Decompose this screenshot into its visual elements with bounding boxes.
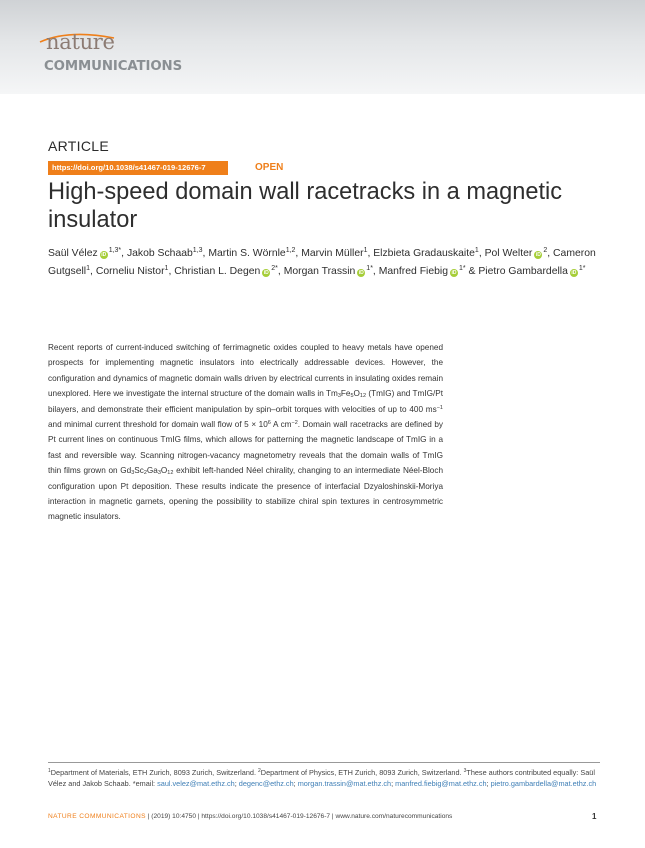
formula-subscript: 3 bbox=[131, 470, 135, 477]
author-name: Pietro Gambardella bbox=[478, 265, 568, 277]
formula-element: Ga bbox=[146, 466, 158, 476]
abstract-text: and minimal current threshold for domain wall flow of 5 × 10 bbox=[48, 420, 268, 430]
author[interactable] bbox=[96, 266, 169, 277]
orcid-icon[interactable]: iD bbox=[451, 269, 457, 276]
author-name: Corneliu Nistor bbox=[95, 265, 165, 277]
author-separator: , bbox=[547, 248, 554, 259]
page-number: 1 bbox=[592, 812, 597, 821]
formula-subscript: 12 bbox=[359, 393, 367, 400]
formula-subscript: 3 bbox=[337, 393, 341, 400]
author-separator: , bbox=[202, 248, 209, 259]
author[interactable] bbox=[208, 248, 295, 259]
author-affiliation-sup: 1 bbox=[363, 247, 368, 254]
equal-contribution-note: These authors contributed equally: Saül Vélez and Jakob Schaab. *email: bbox=[48, 768, 595, 788]
author[interactable] bbox=[174, 266, 278, 277]
author-name: Pol Welter bbox=[484, 248, 533, 259]
email-link[interactable]: degenc@ethz.ch bbox=[238, 779, 294, 788]
formula-element: O bbox=[160, 466, 168, 476]
author-separator: , bbox=[367, 248, 374, 259]
email-separator: ; bbox=[234, 779, 239, 788]
email-link[interactable]: saul.velez@mat.ethz.ch bbox=[157, 779, 235, 788]
author-affiliation-sup: 1* bbox=[459, 264, 466, 272]
article-title: High-speed domain wall racetracks in a magnetic insulator bbox=[48, 179, 563, 233]
email-link[interactable]: morgan.trassin@mat.ethz.ch bbox=[297, 779, 392, 788]
journal-logo[interactable] bbox=[44, 30, 204, 82]
author[interactable] bbox=[301, 248, 367, 259]
author[interactable] bbox=[379, 266, 466, 277]
footnote-divider bbox=[48, 762, 600, 763]
author-separator: , bbox=[478, 248, 485, 259]
affiliation-marker: 1 bbox=[48, 768, 51, 774]
author[interactable] bbox=[485, 248, 548, 259]
author-separator: , bbox=[168, 265, 175, 277]
affiliation-text: Department of Physics, ETH Zurich, 8093 Zurich, Switzerland. bbox=[260, 768, 464, 777]
footer-citation: | (2019) 10:4750 | https://doi.org/10.1038/s41467-019-12676-7 | www.nature.com/naturecommunications bbox=[145, 813, 453, 820]
abstract-text: (TmIG) and TmIG/Pt bilayers, and demonstrate their efficient manipulation by spin–orbit torques with velocities of up to 400 ms bbox=[48, 389, 443, 414]
author-name: Manfred Fiebig bbox=[378, 265, 449, 277]
orcid-icon[interactable]: iD bbox=[571, 269, 577, 276]
author-name: Elzbieta Gradauskaite bbox=[373, 248, 475, 259]
formula-subscript: 5 bbox=[350, 393, 354, 400]
author-affiliation-sup: 1,3 bbox=[192, 247, 203, 254]
email-link[interactable]: manfred.fiebig@mat.ethz.ch bbox=[395, 779, 487, 788]
formula-element: Fe bbox=[340, 389, 351, 399]
author-list bbox=[48, 245, 608, 280]
formula-element: O bbox=[353, 389, 360, 399]
logo-nature-text: nature bbox=[46, 30, 115, 54]
author-affiliation-sup: 1,3* bbox=[108, 247, 122, 254]
author-name: Martin S. Wörnle bbox=[208, 248, 286, 259]
affiliations-footnote bbox=[48, 767, 600, 789]
orcid-icon[interactable]: iD bbox=[535, 252, 541, 258]
orcid-icon[interactable]: iD bbox=[263, 269, 269, 276]
author-affiliation-sup: 1 bbox=[474, 247, 479, 254]
unit-superscript: −2 bbox=[291, 420, 298, 427]
author-affiliation-sup: 2 bbox=[543, 247, 548, 254]
email-separator: ; bbox=[391, 779, 396, 788]
author[interactable] bbox=[373, 248, 479, 259]
author-affiliation-sup: 1 bbox=[164, 264, 169, 272]
author-name: Jakob Schaab bbox=[126, 248, 193, 259]
footer-journal-name: NATURE COMMUNICATIONS bbox=[48, 813, 146, 820]
author-affiliation-sup: 1 bbox=[86, 264, 91, 272]
unit-superscript: −1 bbox=[436, 404, 443, 411]
open-access-badge: OPEN bbox=[255, 162, 284, 173]
orcid-icon[interactable]: iD bbox=[101, 252, 107, 258]
author-separator: , bbox=[295, 248, 302, 259]
author-affiliation-sup: 1,2 bbox=[285, 247, 296, 254]
affiliation-text: Department of Materials, ETH Zurich, 8093 Zurich, Switzerland. bbox=[50, 768, 259, 777]
author-name: Marvin Müller bbox=[301, 248, 364, 259]
author-affiliation-sup: 2* bbox=[271, 264, 278, 272]
page-footer bbox=[48, 813, 600, 820]
email-separator: ; bbox=[486, 779, 491, 788]
author[interactable] bbox=[48, 248, 121, 259]
email-link[interactable]: pietro.gambardella@mat.ethz.ch bbox=[490, 779, 597, 788]
journal-banner bbox=[0, 0, 645, 94]
orcid-icon[interactable]: iD bbox=[358, 269, 364, 276]
author-name: Cameron Gutgsell bbox=[48, 248, 596, 277]
formula-subscript: 12 bbox=[167, 470, 174, 477]
author-affiliation-sup: 1* bbox=[578, 264, 586, 272]
author-separator: , bbox=[372, 265, 379, 277]
abstract-text: . Domain wall racetracks are defined by Pt current lines on continuous TmIG films, which allows for patterning the magnetic landscape of TmIG in a fast and reversible way. Scanning nitrogen-vacancy magnetometry reveals that the domain walls of TmIG thin films grown on Gd bbox=[48, 420, 443, 476]
article-type-label: ARTICLE bbox=[48, 138, 109, 154]
logo-communications-text: COMMUNICATIONS bbox=[44, 59, 183, 74]
author[interactable] bbox=[284, 266, 373, 277]
author-separator: , bbox=[90, 265, 96, 277]
formula-subscript: 3 bbox=[157, 470, 161, 477]
abstract-text: Recent reports of current-induced switching of ferrimagnetic oxides coupled to heavy metals have opened prospects for implementing magnetic insulators into electrically addressable devices. However, the configuration and dynamics of magnetic domain walls driven by electrical currents in insulating oxides remain unexplored. Here we investigate the internal structure of the domain walls in Tm bbox=[48, 343, 443, 399]
affiliation-marker: 2 bbox=[258, 768, 261, 774]
author-name: Saül Vélez bbox=[48, 248, 98, 259]
formula-element: Sc bbox=[134, 466, 144, 476]
author-name: Morgan Trassin bbox=[283, 265, 356, 277]
author-separator: , bbox=[121, 248, 127, 259]
abstract-text: A cm bbox=[270, 420, 292, 430]
abstract-text: exhibit left-handed Néel chirality, changing to an intermediate Néel-Bloch configuration upon Pt deposition. These results indicate the presence of interfacial Dzyaloshinskii-Moriya interaction in magnetic garnets, opening the possibility to stabilize chiral spin textures in centrosymmetric magnetic insulators. bbox=[48, 466, 443, 522]
abstract bbox=[48, 340, 443, 525]
doi-link[interactable]: https://doi.org/10.1038/s41467-019-12676-7 bbox=[48, 161, 228, 175]
author-name: Christian L. Degen bbox=[174, 265, 261, 277]
email-separator: ; bbox=[293, 779, 298, 788]
email-list bbox=[157, 779, 596, 788]
author[interactable] bbox=[478, 266, 585, 277]
author-separator: & bbox=[465, 265, 479, 277]
author-separator: , bbox=[277, 265, 284, 277]
author[interactable] bbox=[127, 248, 203, 259]
affiliation-marker: 3 bbox=[463, 768, 467, 774]
formula-subscript: 2 bbox=[143, 470, 147, 477]
exponent-superscript: 6 bbox=[267, 420, 271, 427]
author-affiliation-sup: 1* bbox=[366, 264, 373, 272]
